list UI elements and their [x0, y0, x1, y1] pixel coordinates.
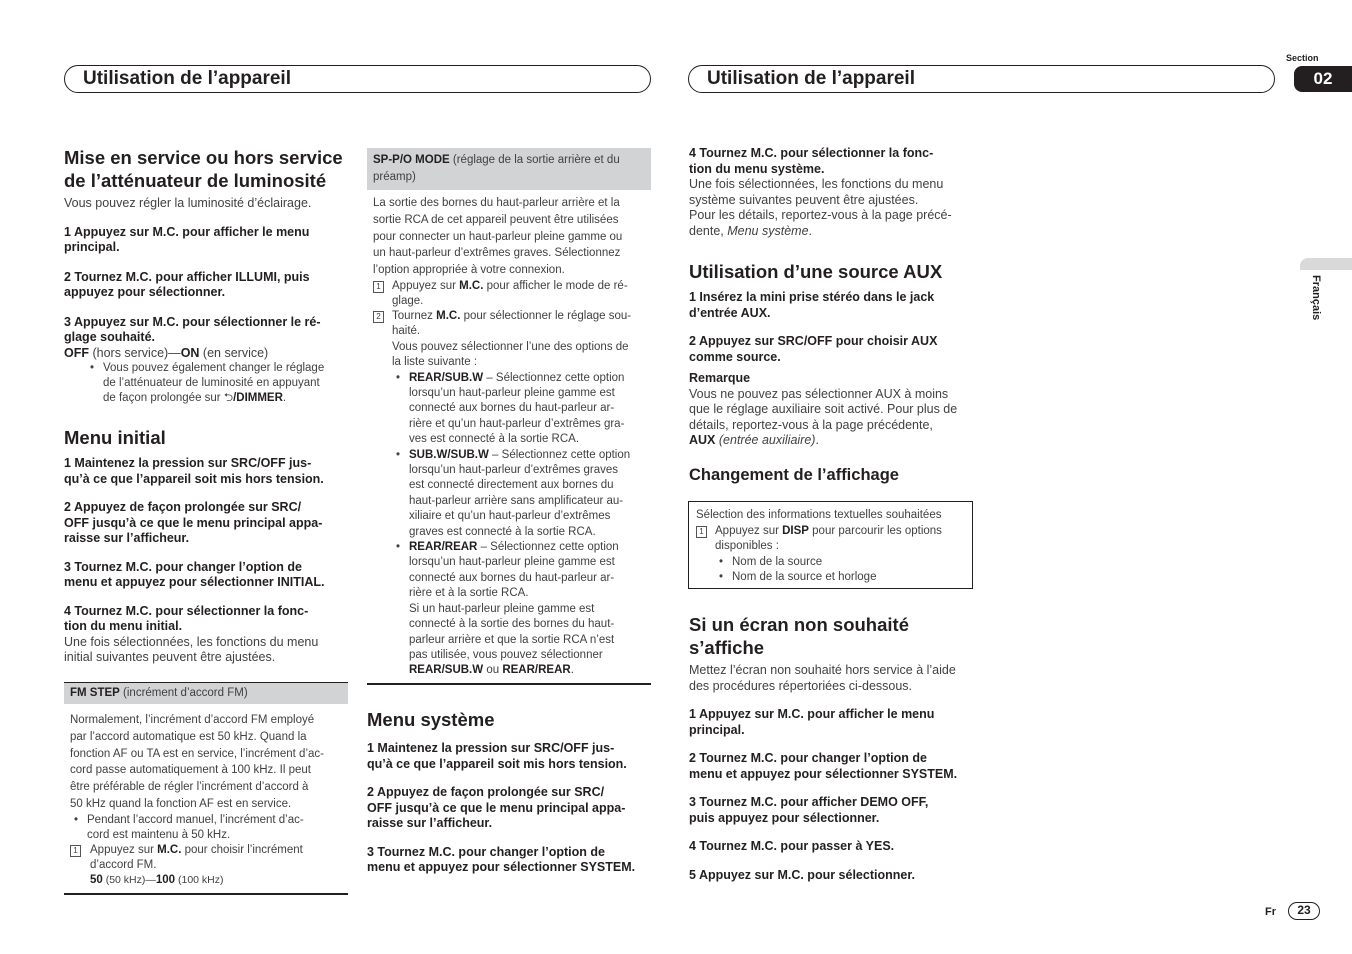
option-rear-subw: • REAR/SUB.W – Sélectionnez cette option lorsqu’un haut-parleur pleine gamme est connecté aux bornes du haut-parleur ar- rière et qu’un haut-parleur d’extrêmes gra- ves est connecté à la sortie RCA.	[392, 371, 651, 448]
initial-step-1: 1 Maintenez la pression sur SRC/OFF jus- qu’à ce que l’appareil soit mis hors tension.	[64, 456, 324, 486]
system-step-4: 4 Tournez M.C. pour sélectionner la fonc- tion du menu système.	[689, 146, 934, 176]
display-step-1: 1 Appuyez sur DISP pour parcourir les options disponibles : • Nom de la source • Nom de la source et horloge	[696, 524, 965, 586]
dimmer-options: OFF (hors service)—ON (en service)	[64, 345, 269, 360]
dimmer-intro: Vous pouvez régler la luminosité d’éclairage.	[64, 196, 312, 210]
system-step-4-desc: Une fois sélectionnées, les fonctions du menu système suivantes peuvent être ajustées. Pour les détails, reportez-vous à la page précé- dente, Menu système.	[689, 177, 952, 238]
sp-po-step-1: 1 Appuyez sur M.C. pour afficher le mode de ré- glage.	[373, 279, 651, 309]
footer-lang-code: Fr	[1265, 906, 1276, 918]
display-box	[688, 501, 973, 589]
unwanted-step-2: 2 Tournez M.C. pour changer l’option de menu et appuyez pour sélectionner SYSTEM.	[689, 751, 958, 781]
fm-step-header: FM STEP (incrément d’accord FM)	[64, 682, 348, 704]
display-option-source: • Nom de la source	[715, 555, 965, 571]
step-1-icon: 1	[70, 845, 81, 857]
system-menu-section	[367, 708, 651, 876]
system-step-1: 1 Maintenez la pression sur SRC/OFF jus- qu’à ce que l’appareil soit mis hors tension.	[367, 741, 627, 771]
sp-po-box	[367, 148, 651, 679]
system-step-2: 2 Appuyez de façon prolongée sur SRC/ OFF jusqu’à ce que le menu principal appa- raisse sur l’afficheur.	[367, 785, 626, 830]
initial-step-4: 4 Tournez M.C. pour sélectionner la fonc- tion du menu initial.	[64, 603, 309, 633]
fm-step-box	[64, 682, 348, 888]
back-arrow-icon: ⮌	[223, 392, 234, 404]
section-label: Section	[1286, 53, 1319, 63]
column-1	[64, 146, 348, 666]
display-box-intro: Sélection des informations textuelles souhaitées	[696, 509, 942, 521]
dimmer-note: • Vous pouvez également changer le réglage de l’atténuateur de luminosité en appuyant de façon prolongée sur ⮌/DIMMER.	[86, 361, 348, 406]
fm-step-desc: Normalement, l’incrément d’accord FM employé par l’accord automatique est 50 kHz. Quand la fonction AF ou TA est en service, l’incrément d’ac- cord passe automatiquement à 100 kHz. Il peut être préférable de régler l’incrément d’accord à 50 kHz quand la fonction AF est en service.	[70, 714, 324, 810]
language-tab-label: Français	[1310, 275, 1322, 321]
unwanted-step-5: 5 Appuyez sur M.C. pour sélectionner.	[689, 867, 915, 882]
system-step-3: 3 Tournez M.C. pour changer l’option de menu et appuyez pour sélectionner SYSTEM.	[367, 844, 636, 874]
aux-remark-title: Remarque	[689, 371, 751, 385]
initial-step-2: 2 Appuyez de façon prolongée sur SRC/ OFF jusqu’à ce que le menu principal appa- raisse sur l’afficheur.	[64, 500, 323, 545]
dimmer-title: Mise en service ou hors service de l’atténuateur de luminosité	[64, 147, 343, 191]
sp-po-step-2: 2 Tournez M.C. pour sélectionner le réglage sou- haité. Vous pouvez sélectionner l’une des options de la liste suivante : • REAR/SUB.W – Sélectionnez cette option lorsqu’un haut-parleur pleine gamme est connecté aux bornes du haut-parleur ar- rière et qu’un haut-parleur d’extrêmes gra- ves est connecté à la sortie RCA. • SUB.W/SUB.W – Sélectionnez cette option lorsqu’un haut-parleur d’extrêmes graves est connecté directement aux bornes du haut-parleur arrière sans amplificateur au- xiliaire et qu’un haut-parleur d’extrêmes graves est connecté à la sortie RCA. • REAR/REAR – Sélectionnez cette option lorsqu’un haut-parleur pleine gamme est connecté aux bornes du haut-parleur ar- rière et à la sortie RCA. Si un haut-parleur pleine gamme est connecté à la sortie des bornes du haut- parleur arrière et que la sortie RCA n’est pas utilisée, vous pouvez sélectionner REAR/SUB.W ou REAR/REAR.	[373, 309, 651, 679]
display-change-title: Changement de l’affichage	[689, 465, 899, 484]
column-3	[689, 146, 973, 485]
page-number: 23	[1288, 902, 1320, 920]
option-subw-subw: • SUB.W/SUB.W – Sélectionnez cette option lorsqu’un haut-parleur d’extrêmes graves est connecté directement aux bornes du haut-parleur arrière sans amplificateur au- xiliaire et qu’un haut-parleur d’extrêmes graves est connecté à la sortie RCA.	[392, 448, 651, 540]
fm-step-instruction: 1 Appuyez sur M.C. pour choisir l’incrément d’accord FM. 50 (50 kHz)—100 (100 kHz)	[70, 843, 348, 888]
section-number: 02	[1294, 66, 1352, 92]
dimmer-step-1: 1 Appuyez sur M.C. pour afficher le menu principal.	[64, 224, 310, 254]
left-header-title: Utilisation de l’appareil	[64, 65, 651, 93]
unwanted-step-1: 1 Appuyez sur M.C. pour afficher le menu principal.	[689, 707, 935, 737]
fm-step-bullet: • Pendant l’accord manuel, l’incrément d’ac- cord est maintenu à 50 kHz.	[70, 813, 348, 843]
unwanted-screen-title: Si un écran non souhaité s’affiche	[689, 614, 909, 658]
initial-step-3: 3 Tournez M.C. pour changer l’option de menu et appuyez pour sélectionner INITIAL.	[64, 559, 325, 589]
step-1-icon: 1	[696, 526, 707, 538]
fm-step-bottom-rule	[64, 893, 348, 895]
unwanted-step-4: 4 Tournez M.C. pour passer à YES.	[689, 839, 895, 853]
sp-po-desc: La sortie des bornes du haut-parleur arrière et la sortie RCA de cet appareil peuvent être utilisées pour connecter un haut-parleur pleine gamme ou un haut-parleur d’extrêmes graves. Sélectionnez l’option appropriée à votre connexion.	[373, 197, 623, 277]
right-header-title: Utilisation de l’appareil	[688, 65, 1275, 93]
unwanted-screen-section	[689, 613, 973, 883]
sp-po-header: SP-P/O MODE (réglage de la sortie arrière et du préamp)	[367, 148, 651, 190]
system-menu-title: Menu système	[367, 709, 495, 730]
language-tab	[1300, 258, 1352, 270]
aux-title: Utilisation d’une source AUX	[689, 261, 943, 282]
dimmer-step-3: 3 Appuyez sur M.C. pour sélectionner le ré- glage souhaité.	[64, 314, 321, 344]
step-2-icon: 2	[373, 311, 384, 323]
dimmer-step-2: 2 Tournez M.C. pour afficher ILLUMI, puis appuyez pour sélectionner.	[64, 269, 310, 299]
aux-step-1: 1 Insérez la mini prise stéréo dans le jack d’entrée AUX.	[689, 290, 935, 320]
aux-remark: Vous ne pouvez pas sélectionner AUX à moins que le réglage auxiliaire soit activé. Pour plus de détails, reportez-vous à la page précédente, AUX (entrée auxiliaire).	[689, 386, 958, 447]
display-option-source-clock: • Nom de la source et horloge	[715, 570, 965, 586]
sp-po-bottom-rule	[367, 683, 651, 685]
unwanted-step-3: 3 Tournez M.C. pour afficher DEMO OFF, puis appuyez pour sélectionner.	[689, 795, 929, 825]
initial-after: Une fois sélectionnées, les fonctions du menu initial suivantes peuvent être ajustées.	[64, 634, 319, 664]
aux-step-2: 2 Appuyez sur SRC/OFF pour choisir AUX comme source.	[689, 334, 938, 364]
unwanted-screen-intro: Mettez l’écran non souhaité hors service à l’aide des procédures répertoriées ci-dessous.	[689, 663, 956, 693]
initial-menu-title: Menu initial	[64, 427, 166, 448]
step-1-icon: 1	[373, 281, 384, 293]
option-rear-rear: • REAR/REAR – Sélectionnez cette option lorsqu’un haut-parleur pleine gamme est connecté aux bornes du haut-parleur ar- rière et à la sortie RCA. Si un haut-parleur pleine gamme est connecté à la sortie des bornes du haut- parleur arrière et que la sortie RCA n’est pas utilisée, vous pouvez sélectionner REAR/SUB.W ou REAR/REAR.	[392, 540, 651, 679]
